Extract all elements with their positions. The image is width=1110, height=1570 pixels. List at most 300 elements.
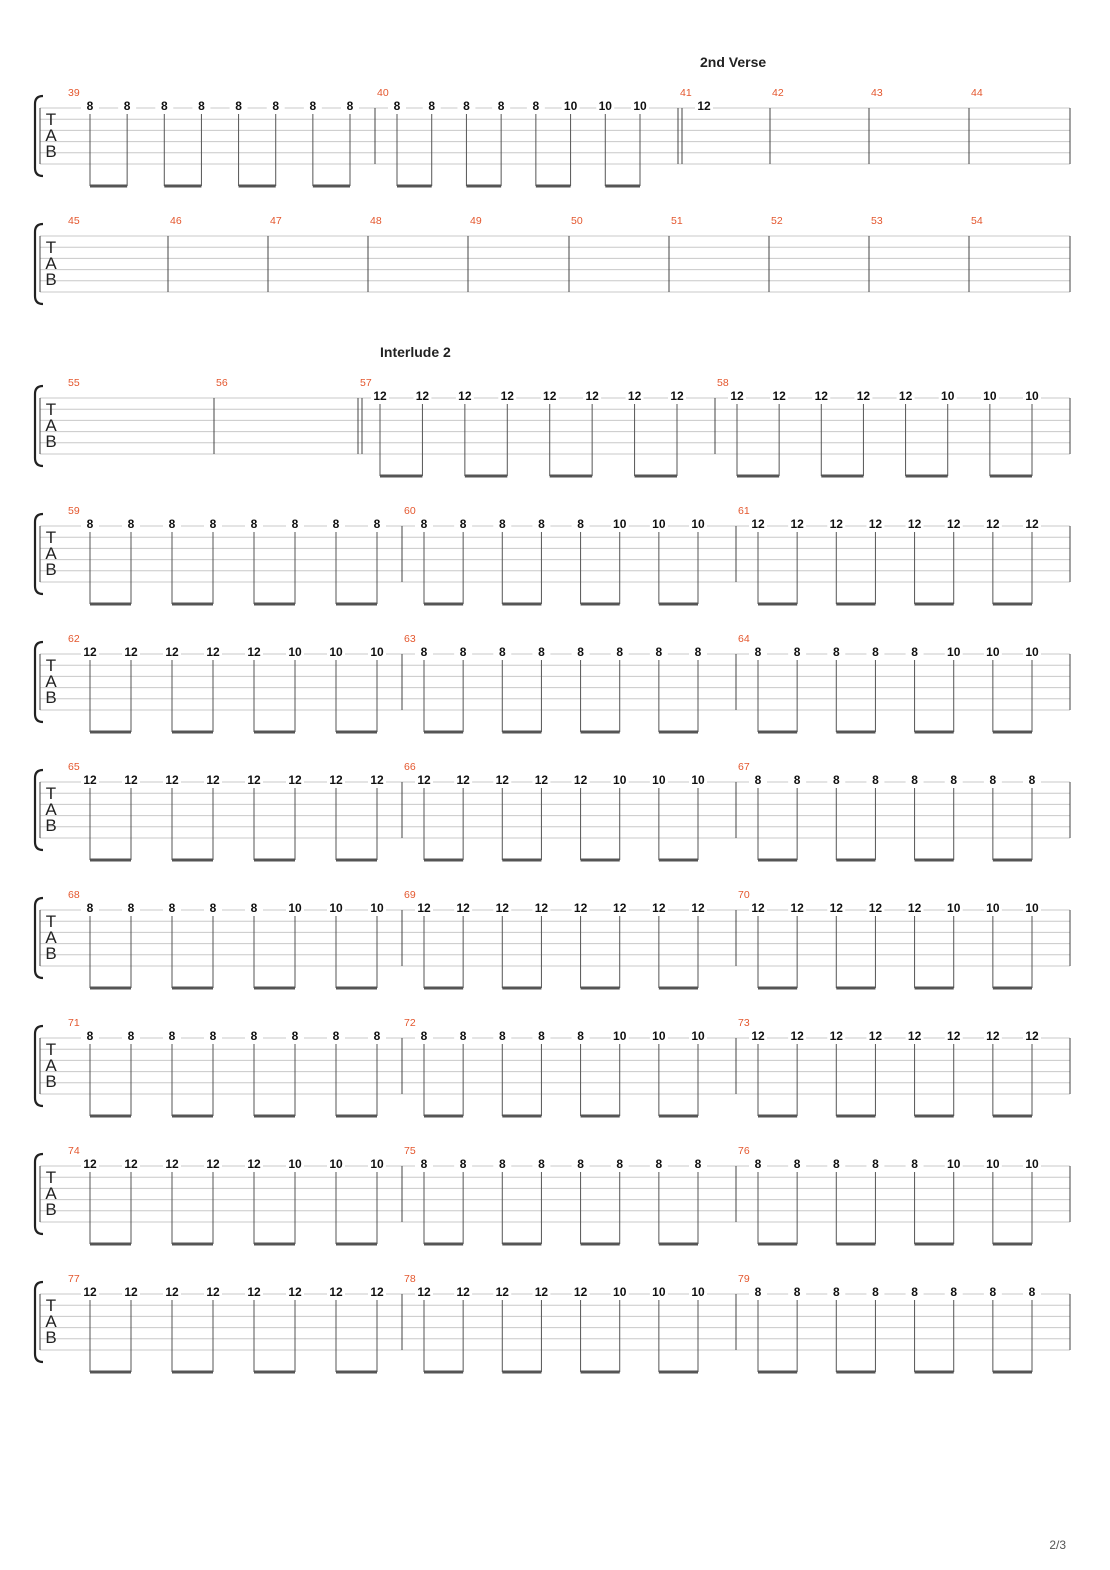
measure-number: 67 xyxy=(738,761,750,773)
fret-number: 8 xyxy=(272,99,280,113)
fret-number: 10 xyxy=(941,389,955,403)
fret-number: 10 xyxy=(288,645,302,659)
fret-number: 10 xyxy=(633,99,647,113)
tab-clef-letter: B xyxy=(45,688,57,707)
fret-number: 12 xyxy=(247,1157,261,1171)
fret-number: 8 xyxy=(694,1157,702,1171)
tab-system xyxy=(35,215,1070,304)
tab-clef-letter: A xyxy=(45,544,57,563)
measure-number: 53 xyxy=(871,215,883,227)
fret-number: 12 xyxy=(83,1285,97,1299)
fret-number: 12 xyxy=(165,773,179,787)
measure xyxy=(671,215,683,227)
fret-number: 10 xyxy=(691,1285,705,1299)
tab-system xyxy=(35,889,1070,988)
fret-number: 8 xyxy=(209,517,217,531)
tab-clef-letter: T xyxy=(45,1296,57,1315)
fret-number: 8 xyxy=(86,1029,94,1043)
fret-number: 8 xyxy=(459,1157,467,1171)
tab-clef-letter: B xyxy=(45,1072,57,1091)
measure xyxy=(170,215,182,227)
measure-number: 60 xyxy=(404,505,416,517)
fret-number: 8 xyxy=(498,645,506,659)
fret-number: 8 xyxy=(127,517,135,531)
fret-number: 12 xyxy=(751,901,765,915)
fret-number: 8 xyxy=(538,517,545,531)
fret-number: 8 xyxy=(497,99,505,113)
fret-number: 8 xyxy=(754,1285,762,1299)
fret-number: 12 xyxy=(373,389,387,403)
fret-number: 12 xyxy=(627,389,642,403)
fret-number: 10 xyxy=(329,645,343,659)
measure-number: 55 xyxy=(68,377,80,389)
fret-number: 8 xyxy=(793,645,801,659)
fret-number: 8 xyxy=(127,901,135,915)
measure-number: 52 xyxy=(771,215,783,227)
fret-number: 10 xyxy=(691,773,705,787)
fret-number: 12 xyxy=(856,389,871,403)
fret-number: 8 xyxy=(86,901,94,915)
tab-clef-letter: T xyxy=(45,912,57,931)
fret-number: 10 xyxy=(1025,1157,1039,1171)
fret-number: 12 xyxy=(206,1157,220,1171)
tab-system xyxy=(35,505,1070,604)
measure-number: 75 xyxy=(404,1145,416,1157)
measure-number: 63 xyxy=(404,633,416,645)
measure-number: 79 xyxy=(738,1273,750,1285)
fret-number: 8 xyxy=(532,99,540,113)
fret-number: 8 xyxy=(168,517,176,531)
fret-number: 12 xyxy=(534,901,549,915)
fret-number: 8 xyxy=(291,517,299,531)
fret-number: 10 xyxy=(598,99,612,113)
fret-number: 8 xyxy=(655,1157,663,1171)
measure-number: 74 xyxy=(68,1145,80,1157)
measure-number: 68 xyxy=(68,889,80,901)
measure xyxy=(404,1017,707,1116)
measure xyxy=(404,761,707,860)
fret-number: 8 xyxy=(459,1029,467,1043)
fret-number: 12 xyxy=(206,773,220,787)
fret-number: 12 xyxy=(670,389,684,403)
fret-number: 12 xyxy=(573,773,588,787)
measure xyxy=(971,215,983,227)
measure-number: 44 xyxy=(971,87,983,99)
fret-number: 8 xyxy=(911,645,918,659)
measure-number: 49 xyxy=(470,215,482,227)
fret-number: 12 xyxy=(495,1285,509,1299)
fret-number: 12 xyxy=(247,1285,261,1299)
fret-number: 12 xyxy=(907,901,922,915)
fret-number: 8 xyxy=(332,1029,340,1043)
measure-number: 65 xyxy=(68,761,80,773)
fret-number: 12 xyxy=(868,901,883,915)
fret-number: 10 xyxy=(947,645,961,659)
fret-number: 12 xyxy=(947,1029,961,1043)
measure-number: 54 xyxy=(971,215,983,227)
fret-number: 12 xyxy=(907,1029,922,1043)
tab-clef-letter: A xyxy=(45,126,57,145)
fret-number: 12 xyxy=(898,389,913,403)
tab-system xyxy=(35,1273,1070,1372)
tab-clef-letter: T xyxy=(45,1040,57,1059)
fret-number: 8 xyxy=(123,99,131,113)
fret-number: 12 xyxy=(947,517,961,531)
tab-clef-letter: B xyxy=(45,560,57,579)
fret-number: 10 xyxy=(986,645,1000,659)
fret-number: 8 xyxy=(420,1029,428,1043)
fret-number: 8 xyxy=(498,517,506,531)
measure xyxy=(68,377,80,389)
measure xyxy=(404,633,707,732)
fret-number: 8 xyxy=(754,645,762,659)
fret-number: 10 xyxy=(370,901,384,915)
measure xyxy=(404,1273,707,1372)
measure xyxy=(68,889,386,988)
fret-number: 8 xyxy=(168,1029,176,1043)
fret-number: 8 xyxy=(911,773,918,787)
fret-number: 10 xyxy=(329,901,343,915)
fret-number: 8 xyxy=(250,901,258,915)
fret-number: 8 xyxy=(459,645,467,659)
fret-number: 8 xyxy=(832,1157,840,1171)
tab-clef-letter: T xyxy=(45,528,57,547)
fret-number: 8 xyxy=(420,1157,428,1171)
measure-number: 42 xyxy=(772,87,784,99)
fret-number: 12 xyxy=(288,773,302,787)
fret-number: 12 xyxy=(495,901,509,915)
tab-system xyxy=(35,1017,1070,1116)
fret-number: 12 xyxy=(83,645,97,659)
measure xyxy=(216,377,228,389)
fret-number: 8 xyxy=(420,645,428,659)
fret-number: 8 xyxy=(393,99,401,113)
measure-number: 48 xyxy=(370,215,382,227)
fret-number: 8 xyxy=(872,773,879,787)
fret-number: 12 xyxy=(124,645,138,659)
fret-number: 10 xyxy=(947,1157,961,1171)
fret-number: 8 xyxy=(872,645,879,659)
tab-clef-letter: B xyxy=(45,270,57,289)
tab-clef-letter: T xyxy=(45,238,57,257)
tab-clef-letter: A xyxy=(45,254,57,273)
fret-number: 12 xyxy=(790,517,804,531)
fret-number: 8 xyxy=(346,99,354,113)
measure xyxy=(871,87,883,99)
fret-number: 8 xyxy=(655,645,663,659)
measure-number: 39 xyxy=(68,87,80,99)
fret-number: 12 xyxy=(329,773,343,787)
fret-number: 8 xyxy=(86,99,94,113)
tab-clef-letter: B xyxy=(45,944,57,963)
fret-number: 12 xyxy=(868,517,883,531)
fret-number: 12 xyxy=(772,389,786,403)
tab-clef-letter: A xyxy=(45,416,57,435)
fret-number: 8 xyxy=(1028,773,1036,787)
fret-number: 12 xyxy=(456,773,470,787)
measure xyxy=(738,633,1041,732)
fret-number: 12 xyxy=(456,901,470,915)
fret-number: 10 xyxy=(613,1285,627,1299)
measure-number: 41 xyxy=(680,87,692,99)
fret-number: 12 xyxy=(868,1029,883,1043)
measure xyxy=(360,377,686,476)
fret-number: 12 xyxy=(124,1285,138,1299)
measure xyxy=(370,215,382,227)
fret-number: 12 xyxy=(986,1029,1000,1043)
page-number: 2/3 xyxy=(1049,1538,1066,1552)
measure-number: 62 xyxy=(68,633,80,645)
tab-system xyxy=(35,87,1070,186)
tab-clef-letter: B xyxy=(45,142,57,161)
fret-number: 12 xyxy=(417,773,431,787)
fret-number: 8 xyxy=(793,773,801,787)
fret-number: 12 xyxy=(986,517,1000,531)
tab-clef-letter: A xyxy=(45,928,57,947)
fret-number: 8 xyxy=(309,99,317,113)
fret-number: 8 xyxy=(86,517,94,531)
fret-number: 8 xyxy=(911,1285,918,1299)
measure-number: 64 xyxy=(738,633,750,645)
fret-number: 8 xyxy=(498,1029,506,1043)
fret-number: 12 xyxy=(790,1029,804,1043)
fret-number: 10 xyxy=(986,901,1000,915)
tab-clef-letter: T xyxy=(45,656,57,675)
fret-number: 12 xyxy=(417,901,431,915)
section-label: 2nd Verse xyxy=(700,54,767,70)
measure-number: 69 xyxy=(404,889,416,901)
fret-number: 12 xyxy=(573,1285,588,1299)
fret-number: 8 xyxy=(250,1029,258,1043)
fret-number: 12 xyxy=(247,645,261,659)
fret-number: 12 xyxy=(500,389,514,403)
fret-number: 8 xyxy=(577,645,584,659)
fret-number: 12 xyxy=(585,389,599,403)
fret-number: 8 xyxy=(754,1157,762,1171)
measure-number: 58 xyxy=(717,377,729,389)
fret-number: 12 xyxy=(370,773,384,787)
fret-number: 12 xyxy=(573,901,588,915)
fret-number: 8 xyxy=(577,517,584,531)
fret-number: 12 xyxy=(534,773,549,787)
fret-number: 10 xyxy=(652,773,666,787)
tab-clef-letter: T xyxy=(45,110,57,129)
fret-number: 10 xyxy=(1025,645,1039,659)
measure-number: 76 xyxy=(738,1145,750,1157)
tab-clef-letter: B xyxy=(45,816,57,835)
fret-number: 8 xyxy=(911,1157,918,1171)
fret-number: 8 xyxy=(577,1157,584,1171)
fret-number: 12 xyxy=(165,1157,179,1171)
measure xyxy=(738,505,1041,604)
fret-number: 8 xyxy=(616,1157,624,1171)
measure-number: 47 xyxy=(270,215,282,227)
fret-number: 8 xyxy=(832,773,840,787)
fret-number: 12 xyxy=(206,1285,220,1299)
fret-number: 8 xyxy=(989,1285,997,1299)
fret-number: 10 xyxy=(986,1157,1000,1171)
fret-number: 8 xyxy=(209,901,217,915)
tab-clef-letter: T xyxy=(45,1168,57,1187)
measure xyxy=(68,1017,386,1116)
fret-number: 10 xyxy=(691,1029,705,1043)
tab-clef-letter: T xyxy=(45,784,57,803)
measure xyxy=(738,1273,1041,1372)
measure-number: 56 xyxy=(216,377,228,389)
fret-number: 8 xyxy=(950,773,958,787)
fret-number: 10 xyxy=(1025,901,1039,915)
fret-number: 8 xyxy=(498,1157,506,1171)
measure-number: 40 xyxy=(377,87,389,99)
measure xyxy=(404,889,707,988)
fret-number: 10 xyxy=(288,1157,302,1171)
fret-number: 8 xyxy=(793,1285,801,1299)
fret-number: 8 xyxy=(198,99,205,113)
fret-number: 12 xyxy=(417,1285,431,1299)
fret-number: 12 xyxy=(730,389,744,403)
tab-clef-letter: A xyxy=(45,800,57,819)
fret-number: 10 xyxy=(613,517,627,531)
fret-number: 8 xyxy=(793,1157,801,1171)
measure-number: 77 xyxy=(68,1273,80,1285)
fret-number: 12 xyxy=(124,773,138,787)
fret-number: 8 xyxy=(832,645,840,659)
tab-clef-letter: A xyxy=(45,1056,57,1075)
fret-number: 8 xyxy=(694,645,702,659)
measure xyxy=(68,505,386,604)
fret-number: 12 xyxy=(247,773,261,787)
fret-number: 12 xyxy=(329,1285,343,1299)
measure-number: 50 xyxy=(571,215,583,227)
measure-number: 46 xyxy=(170,215,182,227)
measure xyxy=(270,215,282,227)
fret-number: 12 xyxy=(613,901,627,915)
fret-number: 12 xyxy=(829,517,843,531)
fret-number: 8 xyxy=(538,645,545,659)
measure-number: 43 xyxy=(871,87,883,99)
measure xyxy=(470,215,482,227)
measure xyxy=(404,505,707,604)
fret-number: 10 xyxy=(652,517,666,531)
fret-number: 8 xyxy=(459,517,467,531)
fret-number: 10 xyxy=(288,901,302,915)
fret-number: 12 xyxy=(691,901,705,915)
fret-number: 12 xyxy=(534,1285,549,1299)
measure-number: 72 xyxy=(404,1017,416,1029)
measure xyxy=(717,377,1041,476)
fret-number: 12 xyxy=(288,1285,302,1299)
fret-number: 8 xyxy=(127,1029,135,1043)
fret-number: 12 xyxy=(458,389,472,403)
fret-number: 10 xyxy=(691,517,705,531)
fret-number: 8 xyxy=(872,1157,879,1171)
fret-number: 10 xyxy=(370,1157,384,1171)
fret-number: 12 xyxy=(751,1029,765,1043)
fret-number: 8 xyxy=(1028,1285,1036,1299)
tab-system xyxy=(35,377,1070,476)
fret-number: 12 xyxy=(83,1157,97,1171)
measure-number: 66 xyxy=(404,761,416,773)
fret-number: 12 xyxy=(124,1157,138,1171)
measure xyxy=(738,889,1041,988)
measure-number: 73 xyxy=(738,1017,750,1029)
fret-number: 8 xyxy=(616,645,624,659)
tab-system xyxy=(35,761,1070,860)
measure xyxy=(68,1273,386,1372)
measure-number: 59 xyxy=(68,505,80,517)
measure xyxy=(68,215,80,227)
measure xyxy=(871,215,883,227)
fret-number: 12 xyxy=(907,517,922,531)
measure-number: 70 xyxy=(738,889,750,901)
measure-number: 61 xyxy=(738,505,750,517)
tab-clef-letter: A xyxy=(45,1312,57,1331)
measure xyxy=(68,761,386,860)
fret-number: 12 xyxy=(415,389,430,403)
tab-clef-letter: B xyxy=(45,1200,57,1219)
fret-number: 12 xyxy=(1025,517,1039,531)
fret-number: 8 xyxy=(160,99,168,113)
fret-number: 12 xyxy=(790,901,804,915)
fret-number: 8 xyxy=(235,99,242,113)
measure xyxy=(971,87,983,99)
measure xyxy=(738,761,1041,860)
tab-system xyxy=(35,1145,1070,1244)
fret-number: 8 xyxy=(538,1029,545,1043)
fret-number: 12 xyxy=(652,901,666,915)
fret-number: 10 xyxy=(370,645,384,659)
measure-number: 51 xyxy=(671,215,683,227)
measure xyxy=(771,215,783,227)
tab-clef-letter: A xyxy=(45,1184,57,1203)
fret-number: 10 xyxy=(613,773,627,787)
fret-number: 10 xyxy=(329,1157,343,1171)
fret-number: 12 xyxy=(165,645,179,659)
fret-number: 12 xyxy=(495,773,509,787)
tab-clef-letter: A xyxy=(45,672,57,691)
fret-number: 12 xyxy=(83,773,97,787)
fret-number: 8 xyxy=(420,517,428,531)
fret-number: 8 xyxy=(250,517,258,531)
fret-number: 8 xyxy=(754,773,762,787)
measure xyxy=(68,633,386,732)
fret-number: 10 xyxy=(983,389,997,403)
fret-number: 8 xyxy=(872,1285,879,1299)
fret-number: 12 xyxy=(456,1285,470,1299)
fret-number: 10 xyxy=(613,1029,627,1043)
measure xyxy=(772,87,784,99)
fret-number: 10 xyxy=(652,1285,666,1299)
fret-number: 12 xyxy=(697,99,711,113)
fret-number: 12 xyxy=(165,1285,179,1299)
tab-clef-letter: B xyxy=(45,432,57,451)
fret-number: 8 xyxy=(168,901,176,915)
measure xyxy=(377,87,649,186)
fret-number: 8 xyxy=(428,99,436,113)
fret-number: 8 xyxy=(989,773,997,787)
measure xyxy=(738,1145,1041,1244)
tab-system xyxy=(35,633,1070,732)
fret-number: 10 xyxy=(563,99,578,113)
fret-number: 12 xyxy=(829,1029,843,1043)
measure xyxy=(738,1017,1041,1116)
fret-number: 10 xyxy=(652,1029,666,1043)
fret-number: 8 xyxy=(950,1285,958,1299)
measure xyxy=(68,87,359,186)
fret-number: 8 xyxy=(332,517,340,531)
fret-number: 12 xyxy=(751,517,765,531)
fret-number: 8 xyxy=(209,1029,217,1043)
